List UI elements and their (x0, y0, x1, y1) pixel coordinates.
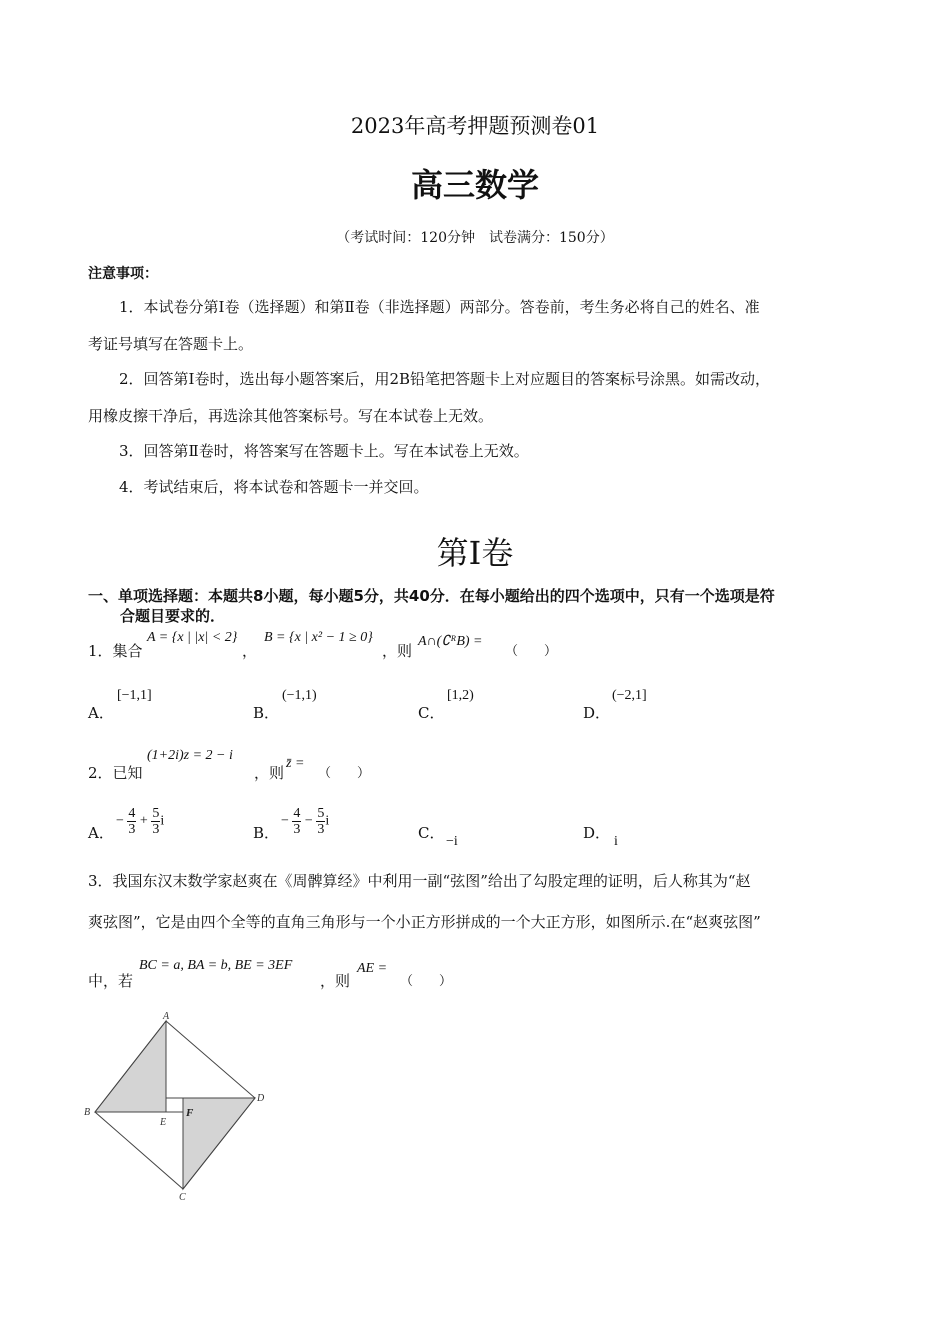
q1-then: ，则 (382, 642, 413, 660)
q3-prefix: 中，若 (88, 972, 134, 990)
q2-option-a-value (116, 806, 164, 837)
volume-title: 第Ⅰ卷 (436, 534, 514, 572)
q2-option-d-label: D． (583, 824, 611, 842)
q2-option-b-fraction-1 (292, 806, 301, 837)
q2-option-a-numerator-1: 4 (128, 806, 136, 821)
exam-info: （考试时间：120分钟 试卷满分：150分） (336, 230, 614, 246)
exam-title: 2023年高考押题预测卷01 (350, 114, 600, 138)
inner-square (166, 1098, 183, 1112)
q2-option-a-denominator-1: 3 (128, 822, 136, 837)
note-item-2-line-1: 2．回答第Ⅰ卷时，选出每小题答案后，用2B铅笔把答题卡上对应题目的答案标号涂黑。如需改动， (119, 370, 771, 388)
label-a: A (163, 1011, 170, 1022)
q1-expression: A∩(∁ᴿB) = (418, 634, 483, 649)
q2-option-a-sign-1: − (116, 813, 124, 829)
q1-prefix: 1．集合 (88, 642, 143, 660)
label-f: F (186, 1107, 194, 1119)
note-item-1-line-2: 考证号填写在答题卡上。 (88, 335, 254, 353)
note-item-2-line-2: 用橡皮擦干净后，再选涂其他答案标号。写在本试卷上无效。 (88, 407, 494, 425)
q1-option-c-value: [1,2) (447, 688, 474, 703)
q2-option-a-denominator-2: 3 (152, 822, 160, 837)
q2-option-b-sign-1: − (281, 813, 289, 829)
q2-option-b-denominator-1: 3 (293, 822, 301, 837)
q2-option-a-sign-2: + (139, 813, 148, 829)
q1-set-b: B = {x | x² − 1 ≥ 0} (264, 630, 373, 645)
q2-option-a-imaginary: i (160, 813, 165, 829)
q1-option-a-value: [−1,1] (117, 688, 152, 703)
note-item-4: 4．考试结束后，将本试卷和答题卡一并交回。 (119, 478, 429, 496)
section-heading (88, 586, 775, 626)
q2-option-d-value: i (614, 834, 618, 849)
q2-option-a-fraction-2 (151, 806, 160, 837)
q3-condition: BC = a, BA = b, BE = 3EF (139, 958, 293, 973)
q2-option-b-numerator-1: 4 (293, 806, 301, 821)
q3-answer-paren: （ ） (400, 974, 453, 989)
q3-then: ，则 (320, 972, 351, 990)
q2-option-a-numerator-2: 5 (152, 806, 160, 821)
q2-answer-paren: （ ） (318, 766, 371, 781)
q1-option-b-label: B． (253, 704, 280, 722)
q2-option-b-value (281, 806, 329, 837)
note-item-1-line-1: 1．本试卷分第Ⅰ卷（选择题）和第Ⅱ卷（非选择题）两部分。答卷前，考生务必将自己的姓名、准 (119, 298, 760, 316)
q1-option-d-label: D． (583, 704, 611, 722)
subject-title: 高三数学 (410, 166, 539, 204)
label-c: C (179, 1192, 186, 1203)
q2-option-a-fraction-1 (127, 806, 136, 837)
q1-option-a-label: A． (88, 704, 114, 722)
q2-option-a-label: A． (88, 824, 114, 842)
q3-expression: AE = (357, 961, 388, 976)
q1-answer-paren: （ ） (505, 644, 558, 659)
section-heading-line-2: 合题目要求的． (120, 607, 226, 625)
q3-line-1: 3．我国东汉末数学家赵爽在《周髀算经》中利用一副“弦图”给出了勾股定理的证明，后人称其为“赵 (88, 872, 751, 890)
q1-option-c-label: C． (418, 704, 445, 722)
q2-option-b-label: B． (253, 824, 280, 842)
label-d: D (257, 1093, 265, 1104)
q1-comma: ， (242, 642, 258, 660)
label-e: E (160, 1117, 167, 1128)
q2-option-c-label: C． (418, 824, 445, 842)
q2-option-b-denominator-2: 3 (317, 822, 325, 837)
q2-option-b-sign-2: − (304, 813, 313, 829)
q2-prefix: 2．已知 (88, 764, 143, 782)
q2-equation: (1+2i)z = 2 − i (147, 748, 233, 763)
notes-title: 注意事项： (88, 266, 158, 282)
q2-option-b-numerator-2: 5 (317, 806, 325, 821)
q2-then: ，则 (254, 764, 285, 782)
label-b: B (84, 1107, 91, 1118)
q2-option-c-value: −i (446, 834, 458, 849)
q3-line-2: 爽弦图”，它是由四个全等的直角三角形与一个小正方形拼成的一个大正方形，如图所示.在“赵爽弦图” (88, 913, 761, 931)
q1-option-b-value: (−1,1) (282, 688, 317, 703)
q1-set-a: A = {x | |x| < 2} (147, 630, 238, 645)
q1-option-d-value: (−2,1] (612, 688, 647, 703)
q2-expression: z̄ = (286, 756, 305, 771)
q2-option-b-fraction-2 (316, 806, 325, 837)
note-item-3: 3．回答第Ⅱ卷时，将答案写在答题卡上。写在本试卷上无效。 (119, 442, 529, 460)
q2-option-b-imaginary: i (325, 813, 330, 829)
zhao-shuang-chord-diagram (80, 1005, 280, 1210)
section-heading-line-1: 一、单项选择题：本题共8小题，每小题5分，共40分．在每小题给出的四个选项中，只有一个选项是符 (88, 587, 775, 605)
